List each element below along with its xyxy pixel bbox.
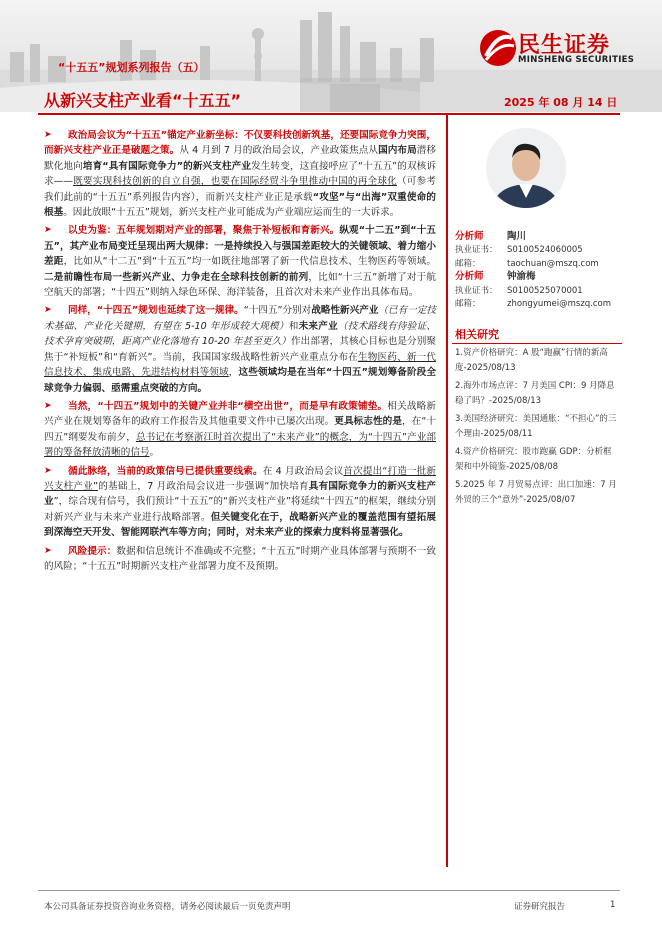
paragraph-text-segment: 国内布局 xyxy=(378,145,417,157)
analyst-2-cert-label: 执业证书： xyxy=(455,286,498,296)
analyst-2-name: 钟渝梅 xyxy=(507,271,536,282)
paragraph-text-segment: 以史为鉴：五年规划期对产业的部署，聚焦于补短板和育新兴。 xyxy=(68,225,340,237)
paragraph-text-segment: 这些领域均是在当年“十四五”规划筹备阶段全球竞争力偏弱、亟需重点突破的方向。 xyxy=(44,367,437,394)
analyst-1-role: 分析师 xyxy=(455,231,484,242)
logo-emblem-icon xyxy=(478,28,518,68)
footer-disclaimer: 本公司具备证券投资咨询业务资格，请务必阅读最后一页免责声明 xyxy=(44,902,291,912)
company-logo xyxy=(478,26,648,74)
paragraph-text-segment: 总书记在考察浙江时首次提出了“未来产业”的概念，为“十四五”产业部署的筹备释放清晰的信号 xyxy=(44,431,436,459)
body-paragraph xyxy=(44,303,436,395)
column-divider xyxy=(446,115,448,867)
bullet-arrow-icon: ➤ xyxy=(44,400,52,411)
report-series-label: “十五五”规划系列报告（五） xyxy=(58,61,205,74)
analyst-2-role: 分析师 xyxy=(455,271,484,282)
footer-divider xyxy=(38,890,620,891)
paragraph-text-segment: 相关战略新兴产业在规划筹备年的政府工作报告及其他重要文件中已屡次出现。 xyxy=(44,400,437,428)
paragraph-text-segment: ”，综合现有信号，我们预计“十五五”的“新兴支柱产业”将延续“十四五”的框架，继续分别对新兴产业与未来产业进行战略部署。 xyxy=(44,496,437,523)
paragraph-text-segment: ，在“十四五”纲要发布前夕， xyxy=(44,416,436,443)
analyst-photo xyxy=(486,128,566,208)
report-body xyxy=(44,128,436,577)
analyst-2-email-row xyxy=(455,297,611,309)
paragraph-text-segment: 作出部署，其核心目标也是分别聚焦于“补短板”和“育新兴”。当前，我国国家级战略性新兴产业重点分布在 xyxy=(44,336,436,363)
analyst-2-name-row xyxy=(455,268,536,282)
body-paragraph xyxy=(44,464,436,541)
paragraph-text-segment: 数据和信息统计不准确或不完整；“十五五”时期产业具体部署与预期不一致的风险；“十五五”时期新兴支柱产业部署力度不及预期。 xyxy=(44,545,436,572)
paragraph-text-segment: （已有一定技术基础、产业化关键期，有望在 5-10 年形成较大规模） xyxy=(44,305,436,332)
paragraph-text-segment: （可参考我们此前的“十五五”系列报告内容），而新兴支柱产业正是承载 xyxy=(44,176,437,203)
analyst-1-cert: S0100524060005 xyxy=(507,245,583,255)
related-research-item[interactable]: 3.美国经济研究：美国通胀：“不担心”的三个理由-2025/08/11 xyxy=(455,414,617,439)
related-research-title: 相关研究 xyxy=(455,328,499,341)
paragraph-text-segment: 更具标志性的是 xyxy=(334,416,402,428)
paragraph-text-segment: 在 4 月政治局会议 xyxy=(262,465,344,477)
paragraph-text-segment: 二是前瞻性布局一些新兴产业、力争走在全球科技创新的前列 xyxy=(44,271,309,283)
paragraph-text-segment: 未来产业 xyxy=(298,320,338,332)
paragraph-text-segment: ， xyxy=(228,367,239,379)
paragraph-text-segment: “十四五”分别对 xyxy=(243,305,312,317)
footer-report-type: 证券研究报告 xyxy=(514,902,566,912)
bullet-arrow-icon: ➤ xyxy=(44,545,52,556)
bullet-arrow-icon: ➤ xyxy=(44,225,52,236)
paragraph-text-segment: （技术路线有待验证、技术孕育突破期，距离产业化落地有 10-20 年甚至更久） xyxy=(44,320,437,348)
paragraph-text-segment: ，比如从“十二五”到“十五五”均一如既往地部署了新一代信息技术、生物医药等领域。 xyxy=(63,256,436,268)
paragraph-text-segment: 生物医药、新一代信息技术、集成电路、先进结构材料等领域 xyxy=(44,351,436,379)
paragraph-text-segment: 。 xyxy=(149,447,160,459)
related-research-item[interactable]: 5.2025 年 7 月贸易点评：出口加速：7 月外贸的三个“意外”-2025/08/07 xyxy=(455,480,617,505)
paragraph-text-segment: 既要实现科技创新的自立自强，也要在国际经贸斗争里推动中国的再全球化 xyxy=(73,176,397,188)
analyst-1-cert-label: 执业证书： xyxy=(455,245,498,255)
bullet-arrow-icon: ➤ xyxy=(44,465,52,476)
paragraph-text-segment: 发生转变，这直接呼应了“十五五”的双核诉求—— xyxy=(44,160,436,188)
paragraph-text-segment: 的基础上，7 月政治局会议进一步强调“加快培育 xyxy=(97,480,309,492)
report-title: 从新兴支柱产业看“十五五” xyxy=(44,91,242,110)
report-date: 2025 年 08 月 14 日 xyxy=(504,96,618,109)
header-divider xyxy=(38,113,620,115)
logo-chinese-name: 民生证券 xyxy=(518,33,611,58)
analyst-2-cert: S0100525070001 xyxy=(507,286,583,296)
paragraph-text-segment: 循此脉络，当前的政策信号已提供重要线索。 xyxy=(68,465,263,477)
bullet-arrow-icon: ➤ xyxy=(44,305,52,316)
analyst-1-name: 陶川 xyxy=(507,231,527,242)
body-paragraph xyxy=(44,544,436,575)
report-header-banner xyxy=(0,0,662,112)
paragraph-text-segment: 纵观“十二五”到“十五五”，其产业布局变迁呈现出两大规律：一是持续投入与强国差距较大的关键领域、着力缩小差距 xyxy=(44,225,436,268)
related-research-list xyxy=(455,346,620,511)
body-paragraph xyxy=(44,128,436,220)
paragraph-text-segment: 同样，“十四五”规划也延续了这一规律。 xyxy=(68,305,244,317)
body-paragraph xyxy=(44,223,436,300)
paragraph-text-segment: 具有国际竞争力的新兴支柱产业 xyxy=(44,480,436,508)
logo-english-name: MINSHENG SECURITIES xyxy=(518,55,635,65)
bullet-arrow-icon: ➤ xyxy=(44,130,52,140)
paragraph-text-segment: “攻坚”与“出海”双重使命的根基 xyxy=(44,191,436,219)
related-research-item[interactable]: 2.海外市场点评：7 月美国 CPI：9 月降息稳了吗？-2025/08/13 xyxy=(455,381,615,406)
analyst-1-email-label: 邮箱： xyxy=(455,259,481,269)
body-paragraph xyxy=(44,399,436,461)
paragraph-text-segment: 但关键变化在于，战略新兴产业的覆盖范围有望拓展到深海空天开发、智能网联汽车等方向；同时，对未来产业的探索力度料将显著强化。 xyxy=(44,511,437,539)
analyst-1-cert-row xyxy=(455,243,583,255)
paragraph-text-segment: 。因此放眼“十五五”规划，新兴支柱产业可能成为产业端应运而生的一大诉求。 xyxy=(63,207,400,219)
related-research-item[interactable]: 1.资产价格研究：A 股“跑赢”行情的新高度-2025/08/13 xyxy=(455,348,608,373)
analyst-1-name-row xyxy=(455,228,526,242)
paragraph-text-segment: 从 4 月到 7 月的政治局会议，产业政策焦点从 xyxy=(179,145,379,157)
analyst-2-cert-row xyxy=(455,284,583,296)
paragraph-text-segment: 培育“具有国际竞争力”的新兴支柱产业 xyxy=(82,160,252,172)
page-number: 1 xyxy=(610,900,616,910)
paragraph-text-segment: 战略性新兴产业 xyxy=(311,305,379,317)
paragraph-text-segment: 政治局会议为“十五五”锚定产业新坐标：不仅要科技创新筑基，还要国际竞争力突围，而新兴支柱产业正是破题之策。 xyxy=(44,130,436,157)
analyst-2-email[interactable]: zhongyumei@mszq.com xyxy=(507,299,612,309)
analyst-2-email-label: 邮箱： xyxy=(455,299,481,309)
related-research-item[interactable]: 4.资产价格研究：股市跑赢 GDP：分析框架和中外镜鉴-2025/08/08 xyxy=(455,447,612,472)
paragraph-text-segment: 当然，“十四五”规划中的关键产业并非“横空出世”，而是早有政策铺垫。 xyxy=(68,400,388,412)
paragraph-text-segment: 和 xyxy=(288,320,299,332)
paragraph-text-segment: ，比如“十三五”新增了对于航空航天的部署；“十四五”则纳入绿色环保、海洋装备，且首次对未来产业作出具体布局。 xyxy=(44,271,436,299)
analyst-1-email[interactable]: taochuan@mszq.com xyxy=(507,259,599,269)
paragraph-text-segment: 潜移默化地向 xyxy=(44,145,437,172)
paragraph-text-segment: 首次提出“打造一批新兴支柱产业” xyxy=(44,465,437,492)
related-divider xyxy=(452,343,622,344)
paragraph-text-segment: 风险提示： xyxy=(68,545,117,557)
